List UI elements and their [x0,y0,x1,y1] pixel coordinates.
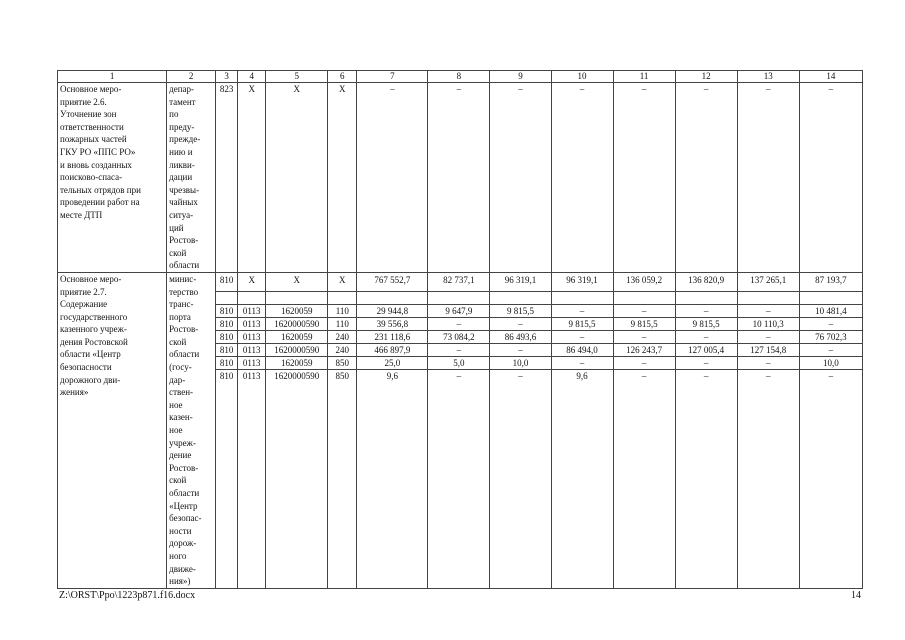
spacer [266,292,327,305]
table-cell: 823 [216,83,238,273]
spacer [552,292,613,305]
text-line: ской [169,336,187,347]
sub-value: – [676,305,737,318]
text-line: ГКУ РО «ППС РО» [60,146,136,157]
text-line: ликви- [169,159,195,170]
file-path: Z:\ORST\Ppo\1223p871.f16.docx [59,590,196,601]
text-line: и вновь созданных [60,159,132,170]
sub-value: – [738,331,799,344]
sub-value: 110 [328,318,356,331]
sub-value: 1620000590 [266,318,327,331]
sub-value: 9 815,5 [676,318,737,331]
sub-value: 9 815,5 [614,318,675,331]
text-line: пожарных частей [60,134,127,145]
table-cell [737,272,799,588]
sub-value: 810 [216,344,237,357]
spacer [800,292,862,305]
text-line: ской [169,475,187,486]
text-line: ное [169,399,183,410]
text-line: области [169,349,200,360]
sub-value: – [552,331,613,344]
text-line: ности [169,525,192,536]
sub-value: – [428,318,489,331]
text-line: чайных [169,197,198,208]
sub-value: 9,6 [576,370,588,381]
sub-value: 127 154,8 [738,344,799,357]
table-cell [266,272,328,588]
sub-value: – [614,305,675,318]
page-number: 14 [851,590,861,601]
text-line: чрезвы- [169,184,200,195]
sub-value: 86 494,0 [552,344,613,357]
executor-name [169,83,213,272]
table-cell: – [428,83,490,273]
text-line: депар- [169,84,195,94]
header-cell: 13 [737,71,799,83]
table-cell: – [551,83,613,273]
text-line: Ростов- [169,324,199,335]
text-line: области [169,260,200,271]
sub-value: 76 702,3 [800,331,862,344]
table-cell [357,272,428,588]
header-row [58,71,863,83]
sub-value: 0113 [238,344,265,357]
header-cell: 8 [428,71,490,83]
sub-value: – [738,357,799,370]
sub-value: – [765,370,771,381]
table-cell: – [799,83,862,273]
sub-value: 126 243,7 [614,344,675,357]
text-line: Ростов- [169,235,199,246]
text-line: транс- [169,299,194,310]
total-value: Х [328,273,356,292]
sub-value: 25,0 [357,357,427,370]
executor-cell [167,272,216,588]
sub-value: 9 815,5 [490,305,550,318]
table-cell: – [490,83,551,273]
sub-value: – [552,305,613,318]
text-line: ситуа- [169,209,194,220]
text-line: прежде- [169,134,201,145]
sub-value: – [703,370,709,381]
sub-value: 110 [328,305,356,318]
text-line: Основное меро- [60,273,122,284]
text-line: тамент [169,96,196,107]
sub-value: 9,6 [386,370,398,381]
sub-value: 850 [335,370,350,381]
total-value: Х [238,273,265,292]
sub-value: 1620059 [266,305,327,318]
text-line: ствен- [169,387,194,398]
measure-name-cell [58,83,167,273]
spacer [676,292,737,305]
header-cell: 12 [675,71,737,83]
spacer [216,292,237,305]
text-line: поисково-спаса- [60,172,123,183]
sub-value: 810 [216,305,237,318]
total-value: 767 552,7 [357,273,427,292]
sub-value: 1620000590 [266,344,327,357]
table-cell: Х [328,83,357,273]
text-line: безопас- [169,513,202,524]
table-row [58,83,863,273]
sub-value: 39 556,8 [357,318,427,331]
total-value: 137 265,1 [738,273,799,292]
sub-value: 1620059 [266,357,327,370]
spacer [614,292,675,305]
text-line: Ростов- [169,462,199,473]
sub-value: 10 481,4 [800,305,862,318]
sub-value: 240 [328,344,356,357]
text-line: движе- [169,563,196,574]
text-line: приятие 2.6. [60,96,107,107]
text-line: ответственности [60,121,124,132]
sub-value: 10 110,3 [738,318,799,331]
spacer [238,292,265,305]
sub-value: – [676,331,737,344]
sub-value: 73 084,2 [428,331,489,344]
measure-name-cell [58,272,167,588]
table-cell: – [613,83,675,273]
table-cell [490,272,551,588]
table-cell: – [357,83,428,273]
text-line: дар- [169,374,186,385]
sub-value: – [614,357,675,370]
sub-value: 127 005,4 [676,344,737,357]
spacer [357,292,427,305]
sub-value: 86 493,6 [490,331,550,344]
sub-value: 0113 [238,331,265,344]
header-cell: 10 [551,71,613,83]
sub-value: 466 897,9 [357,344,427,357]
sub-value: 850 [328,357,356,370]
total-value: 136 059,2 [614,273,675,292]
text-line: Основное меро- [60,84,122,94]
table-cell [613,272,675,588]
header-cell: 7 [357,71,428,83]
text-line: ций [169,222,184,233]
sub-value: 10,0 [490,357,550,370]
text-line: ской [169,247,187,258]
measure-name [60,83,164,222]
text-line: (госу- [169,362,192,373]
sub-value: 1620059 [266,331,327,344]
text-line: минис- [169,273,197,284]
text-line: преду- [169,121,195,132]
total-value: 96 319,1 [490,273,550,292]
text-line: порта [169,311,191,322]
table-cell [216,272,238,588]
table-cell: Х [238,83,266,273]
executor-cell [167,83,216,273]
table-cell [238,272,266,588]
text-line: дорож- [169,538,197,549]
text-line: Уточнение зон [60,109,117,120]
header-cell: 5 [266,71,328,83]
total-value: 136 820,9 [676,273,737,292]
header-cell: 11 [613,71,675,83]
text-line: ное [169,425,183,436]
spacer [490,292,550,305]
sub-value: 240 [328,331,356,344]
table-cell: – [675,83,737,273]
sub-value: 0113 [238,357,265,370]
text-line: дорожного дви- [60,374,121,385]
text-line: области «Центр [60,349,121,360]
total-value: 96 319,1 [552,273,613,292]
sub-value: 1620000590 [274,370,320,381]
table-cell: – [737,83,799,273]
table-cell [799,272,862,588]
table-cell: Х [266,83,328,273]
header-cell: 1 [58,71,167,83]
sub-value: – [641,370,647,381]
sub-value: 231 118,6 [357,331,427,344]
text-line: ного [169,550,187,561]
spacer [738,292,799,305]
text-line: месте ДТП [60,209,103,220]
sub-value: – [552,357,613,370]
text-line: терство [169,286,199,297]
sub-value: – [800,344,862,357]
text-line: учреж- [169,437,196,448]
sub-value: – [490,344,550,357]
table-cell [428,272,490,588]
header-cell: 2 [167,71,216,83]
text-line: безопасности [60,362,112,373]
text-line: области [169,488,200,498]
table-row [58,272,863,588]
header-cell: 9 [490,71,551,83]
text-line: казенного учреж- [60,324,127,335]
text-line: государственного [60,311,128,322]
sub-value: – [676,357,737,370]
measure-name [60,273,164,399]
sub-value: – [828,370,834,381]
sub-value: 29 944,8 [357,305,427,318]
sub-value: – [490,318,550,331]
sub-value: 5,0 [428,357,489,370]
sub-value: – [456,370,462,381]
sub-value: – [738,305,799,318]
sub-value: – [800,318,862,331]
total-value: 810 [216,273,237,292]
text-line: Содержание [60,299,108,310]
total-value: 87 193,7 [800,273,862,292]
sub-value: 0113 [238,318,265,331]
text-line: «Центр [169,500,198,511]
sub-value: 810 [216,318,237,331]
text-line: дение [169,450,192,461]
sub-value: 0113 [242,370,261,381]
text-line: дации [169,172,193,183]
text-line: дения Ростовской [60,336,128,347]
text-line: ния») [169,576,191,587]
executor-name [169,273,213,588]
sub-value: 10,0 [800,357,862,370]
sub-value: 810 [216,331,237,344]
sub-value: 810 [216,357,237,370]
text-line: нию и [169,146,193,157]
text-line: тельных отрядов при [60,184,141,195]
sub-value: 0113 [238,305,265,318]
table-cell [328,272,357,588]
spacer [428,292,489,305]
header-cell: 4 [238,71,266,83]
table-cell [551,272,613,588]
sub-value: – [518,370,523,381]
text-line: по [169,109,179,120]
spacer [328,292,356,305]
header-cell: 6 [328,71,357,83]
text-line: казен- [169,412,193,423]
sub-value: 9 815,5 [552,318,613,331]
sub-value: – [614,331,675,344]
sub-value: 9 647,9 [428,305,489,318]
text-line: жения» [60,387,89,398]
document-table [57,70,863,589]
total-value: Х [266,273,327,292]
header-cell: 3 [216,71,238,83]
text-line: приятие 2.7. [60,286,107,297]
sub-value: – [428,344,489,357]
table-cell [675,272,737,588]
sub-value: 810 [219,370,234,381]
total-value: 82 737,1 [428,273,489,292]
header-cell: 14 [799,71,862,83]
text-line: проведении работ на [60,197,140,208]
